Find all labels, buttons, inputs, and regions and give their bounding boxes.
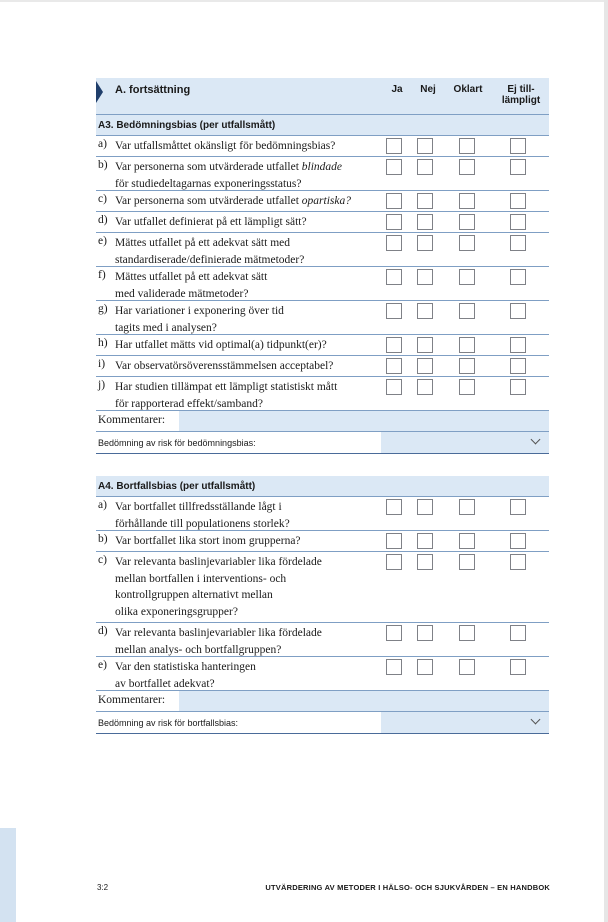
question-text: Har utfallet mätts vid optimal(a) tidpunkt(er)? [115,339,327,351]
checkbox-ja[interactable] [386,138,402,154]
question-letter: b) [98,533,108,545]
checkbox-oklart[interactable] [459,554,475,570]
question-text-emphasis: blindade [301,161,343,173]
comments-input[interactable] [179,411,549,431]
checkbox-oklart[interactable] [459,193,475,209]
risk-assessment-label: Bedömning av risk för bedömningsbias: [98,438,256,448]
checkbox-ej-tillampligt[interactable] [510,337,526,353]
question-row [96,157,549,191]
question-text: Var den statistiska hanteringen av bortfallet adekvat? [115,661,256,690]
risk-assessment-row [96,712,549,734]
question-letter: a) [98,138,107,150]
checkbox-ja[interactable] [386,499,402,515]
checkbox-nej[interactable] [417,235,433,251]
checkbox-oklart[interactable] [459,138,475,154]
checkbox-ja[interactable] [386,193,402,209]
checkbox-oklart[interactable] [459,269,475,285]
question-text-part: Var personerna som utvärderade utfallet [115,195,302,207]
question-row [96,191,549,212]
section-arrow-icon [96,81,103,103]
question-letter: c) [98,193,107,205]
checkbox-ja[interactable] [386,214,402,230]
checkbox-ej-tillampligt[interactable] [510,193,526,209]
risk-assessment-select[interactable] [381,712,549,733]
checkbox-nej[interactable] [417,554,433,570]
risk-assessment-select[interactable] [381,432,549,453]
checkbox-ej-tillampligt[interactable] [510,235,526,251]
checkbox-nej[interactable] [417,159,433,175]
question-row [96,552,549,623]
checkbox-ej-tillampligt[interactable] [510,499,526,515]
question-row [96,623,549,657]
comments-row [96,411,549,432]
column-header-nej: Nej [420,84,436,95]
question-letter: b) [98,159,108,171]
question-text: Var utfallet definierat på ett lämpligt sätt? [115,216,307,228]
checkbox-nej[interactable] [417,659,433,675]
question-row [96,531,549,552]
question-text: Var observatörsöverensstämmelsen acceptabel? [115,360,334,372]
checkbox-ja[interactable] [386,269,402,285]
comments-input[interactable] [179,691,549,711]
question-row [96,356,549,377]
question-letter: g) [98,303,108,315]
checkbox-ja[interactable] [386,625,402,641]
chevron-down-icon [531,435,541,445]
checkbox-nej[interactable] [417,303,433,319]
page-edge-right [604,0,608,922]
question-row [96,497,549,531]
question-text: Var bortfallet lika stort inom grupperna? [115,535,301,547]
checkbox-nej[interactable] [417,337,433,353]
question-letter: j) [98,379,106,391]
checkbox-ej-tillampligt[interactable] [510,625,526,641]
section-title: A3. Bedömningsbias (per utfallsmått) [96,115,549,136]
question-letter: f) [98,269,106,281]
page-number: 3:2 [97,883,109,892]
checkbox-ej-tillampligt[interactable] [510,554,526,570]
question-row [96,657,549,691]
question-text: Var relevanta baslinjevariabler lika fördelade mellan bortfallen i interventions- och kontrollgruppen alternativt mellan olika exponeringsgrupper? [115,556,322,618]
question-letter: d) [98,625,108,637]
checkbox-oklart[interactable] [459,499,475,515]
checkbox-ja[interactable] [386,554,402,570]
sections-container [96,115,549,734]
checkbox-ej-tillampligt[interactable] [510,358,526,374]
checkbox-oklart[interactable] [459,159,475,175]
chevron-down-icon [531,715,541,725]
risk-assessment-label: Bedömning av risk för bortfallsbias: [98,718,239,728]
question-text: Mättes utfallet på ett adekvat sätt med standardiserade/definierade mätmetoder? [115,237,305,266]
question-text-part: för studiedeltagarnas exponeringsstatus? [115,177,302,190]
column-header-ja: Ja [391,84,403,95]
checkbox-oklart[interactable] [459,379,475,395]
question-letter: e) [98,235,107,247]
checkbox-ej-tillampligt[interactable] [510,159,526,175]
comments-label: Kommentarer: [98,414,166,426]
checkbox-nej[interactable] [417,499,433,515]
footer-title: UTVÄRDERING AV METODER I HÄLSO- OCH SJUKVÅRDEN – EN HANDBOK [265,883,550,892]
comments-label: Kommentarer: [98,694,166,706]
question-text: Har studien tillämpat ett lämpligt statistiskt mått för rapporterad effekt/samband? [115,381,338,410]
question-row [96,212,549,233]
checkbox-oklart[interactable] [459,235,475,251]
question-row [96,377,549,411]
checkbox-nej[interactable] [417,193,433,209]
checkbox-ej-tillampligt[interactable] [510,269,526,285]
question-row [96,136,549,157]
question-letter: e) [98,659,107,671]
checkbox-nej[interactable] [417,269,433,285]
checkbox-nej[interactable] [417,533,433,549]
checkbox-ja[interactable] [386,303,402,319]
question-row [96,301,549,335]
column-header-oklart: Oklart [453,84,483,95]
question-letter: i) [98,358,106,370]
question-text [115,193,383,210]
checkbox-ej-tillampligt[interactable] [510,659,526,675]
checkbox-nej[interactable] [417,214,433,230]
question-letter: a) [98,499,107,511]
question-row [96,233,549,267]
column-header-ej-tillampligt: Ej till- lämpligt [501,84,541,106]
question-text: Var bortfallet tillfredsställande lågt i förhållande till populationens storlek? [115,501,290,530]
risk-assessment-row [96,432,549,454]
checkbox-oklart[interactable] [459,358,475,374]
checkbox-ja[interactable] [386,358,402,374]
checkbox-nej[interactable] [417,379,433,395]
checkbox-oklart[interactable] [459,303,475,319]
section-title: A4. Bortfallsbias (per utfallsmått) [96,476,549,497]
question-text [115,159,383,192]
comments-row [96,691,549,712]
checkbox-nej[interactable] [417,358,433,374]
checkbox-ja[interactable] [386,379,402,395]
checkbox-oklart[interactable] [459,337,475,353]
checkbox-oklart[interactable] [459,659,475,675]
section-gap [96,454,549,476]
checkbox-ja[interactable] [386,159,402,175]
question-text: Var relevanta baslinjevariabler lika fördelade mellan analys- och bortfallgruppen? [115,627,322,656]
question-letter: c) [98,554,107,566]
checkbox-ja[interactable] [386,337,402,353]
checklist-form [96,78,549,734]
checkbox-ej-tillampligt[interactable] [510,138,526,154]
checkbox-ja[interactable] [386,533,402,549]
question-text-part: Var personerna som utvärderade utfallet [115,161,302,173]
question-text-emphasis: opartiska? [301,195,351,207]
question-text: Har variationer i exponering över tid tagits med i analysen? [115,305,284,334]
checkbox-nej[interactable] [417,138,433,154]
question-letter: d) [98,214,108,226]
side-tab-marker [0,828,16,922]
checkbox-nej[interactable] [417,625,433,641]
question-text: Mättes utfallet på ett adekvat sätt med validerade mätmetoder? [115,271,268,300]
question-text: Var utfallsmåttet okänsligt för bedömningsbias? [115,140,336,152]
checkbox-ej-tillampligt[interactable] [510,533,526,549]
checkbox-ja[interactable] [386,235,402,251]
question-row [96,335,549,356]
checkbox-ej-tillampligt[interactable] [510,214,526,230]
checkbox-oklart[interactable] [459,533,475,549]
checkbox-ej-tillampligt[interactable] [510,303,526,319]
page-edge-top [0,0,608,2]
form-header-title: A. fortsättning [115,84,191,96]
checkbox-ja[interactable] [386,659,402,675]
form-header [96,78,549,115]
checkbox-oklart[interactable] [459,625,475,641]
checkbox-ej-tillampligt[interactable] [510,379,526,395]
checkbox-oklart[interactable] [459,214,475,230]
question-letter: h) [98,337,108,349]
question-row [96,267,549,301]
